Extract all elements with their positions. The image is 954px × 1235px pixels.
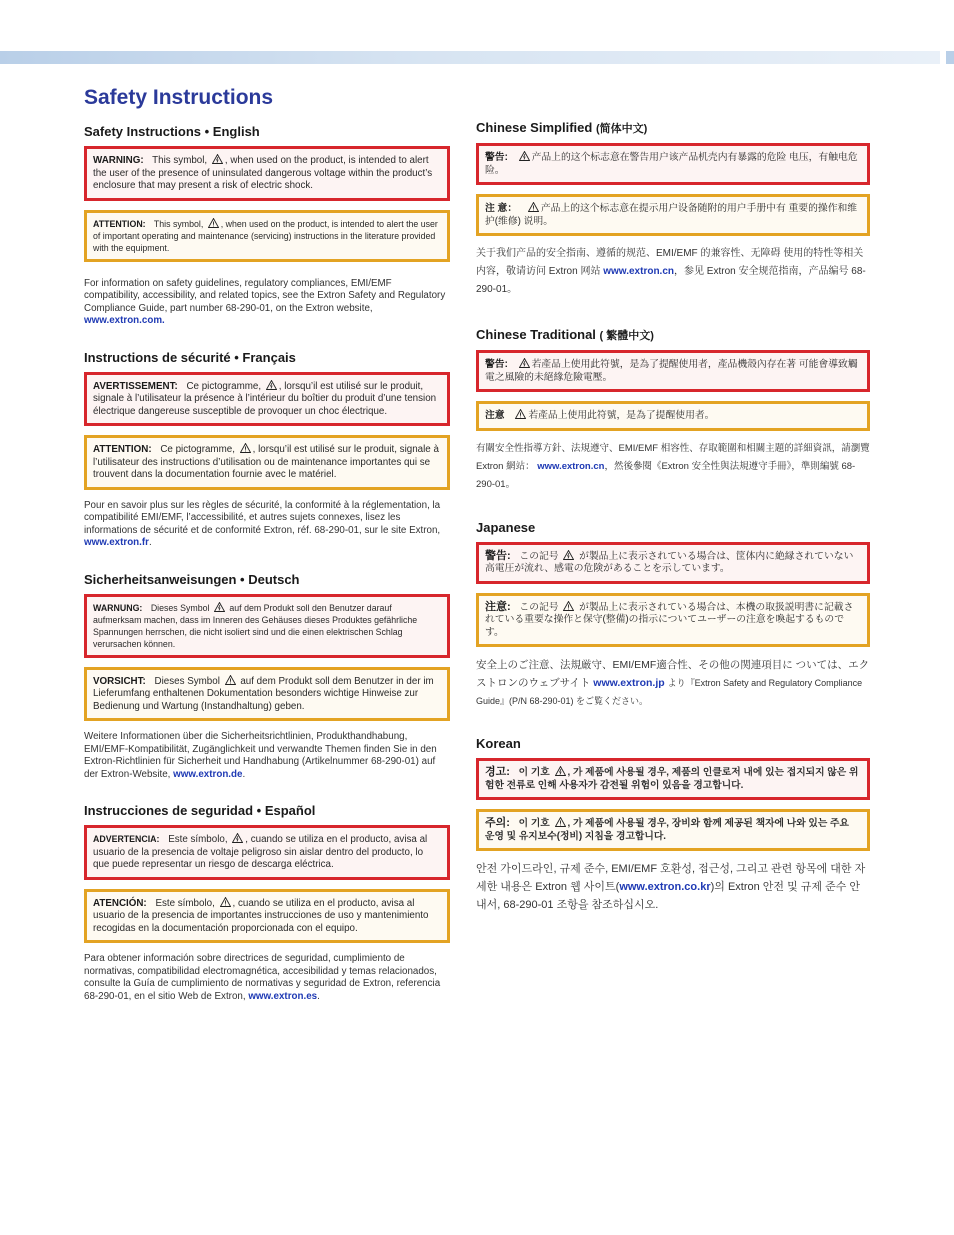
spanish-paragraph — [84, 953, 450, 1003]
attention-text-post: auf dem Produkt soll dem Benutzer in der im Lieferumfang enthaltenen Dokumentation besonders wichtige Hinweise zur Bedienung und Wartung (Instandhaltung) geben. — [93, 675, 434, 712]
heading-text: Chinese Traditional — [476, 327, 596, 342]
french-attention-box — [84, 435, 450, 490]
attention-label: 注意: — [485, 600, 511, 613]
japanese-paragraph — [476, 656, 870, 710]
chinese-simplified-warning-box — [476, 143, 870, 185]
korean-attention-box — [476, 809, 870, 851]
french-heading: Instructions de sécurité • Français — [84, 349, 296, 365]
korean-website-link[interactable]: www.extron.co.kr — [619, 881, 711, 893]
para-end: ，然後參閱《Extron 安全性與法規遵守手冊》，準則編號 68-290-01。 — [476, 460, 856, 490]
exclamation-triangle-icon — [563, 601, 574, 611]
english-heading: Safety Instructions • English — [84, 124, 260, 139]
warning-text: 若產品上使用此符號，是為了提醒使用者，產品機殼內存在著 可能會導致觸電之風險的未絕緣危險電壓。 — [485, 359, 858, 383]
chinese-traditional-attention-box — [476, 401, 870, 431]
attention-text: 产品上的这个标志意在提示用户设备随附的用户手册中有 重要的操作和维护(维修) 说明。 — [485, 203, 858, 227]
french-para-text: Pour en savoir plus sur les règles de sécurité, la conformité à la réglementation, la compatibilité EMI/EMF, l’accessibilité, et autres sujets connexes, lisez les informations de sécurité et de conformité Extron, réf. 68-290-01, sur le site Extron, — [84, 499, 441, 536]
attention-text-post: , 가 제품에 사용될 경우, 장비와 함께 제공된 책자에 나와 있는 주요 운영 및 유지보수(정비) 지침을 경고합니다. — [485, 818, 849, 842]
warning-label: ADVERTENCIA: — [93, 834, 160, 844]
german-paragraph — [84, 731, 450, 781]
attention-label: 주의: — [485, 817, 510, 829]
attention-text-pre: 이 기호 — [518, 818, 550, 829]
attention-text-pre: この記号 — [519, 601, 559, 613]
attention-label: ATENCIÓN: — [93, 897, 147, 909]
warning-text-post: , lorsqu’il est utilisé sur le produit, signale à l’utilisateur la présence à l’intérieur du boîtier du produit d’une tension électrique dangereuse susceptible de provoquer un choc électrique. — [93, 380, 437, 417]
english-warning-box — [84, 146, 450, 201]
lightning-triangle-icon — [214, 602, 225, 612]
french-warning-box — [84, 372, 450, 427]
heading-sub: (简体中文) — [595, 123, 648, 135]
spanish-para-end: . — [317, 990, 320, 1002]
right-column — [476, 120, 870, 936]
english-attention-box — [84, 210, 450, 262]
warning-label: 警告: — [485, 359, 508, 370]
attention-text-post: , lorsqu’il est utilisé sur le produit, signale à l’utilisateur des instructions d’utilisation ou de maintenance importantes qui se trouvent dans la documentation fournie avec le matériel. — [93, 444, 439, 480]
lightning-triangle-icon — [232, 833, 243, 843]
chinese-traditional-heading — [476, 327, 870, 343]
warning-text-pre: この記号 — [519, 550, 559, 562]
lightning-triangle-icon — [266, 380, 277, 390]
lightning-triangle-icon — [519, 151, 530, 161]
para-end: )의 Extron 안전 및 규제 준수 안내서, 68-290-01 조항을 참조하십시오. — [476, 881, 861, 911]
lightning-triangle-icon — [563, 550, 574, 560]
chinese-traditional-website-link[interactable]: www.extron.cn — [537, 460, 605, 472]
german-para-end: . — [242, 768, 246, 780]
warning-text-pre: This symbol, — [152, 155, 208, 166]
japanese-heading: Japanese — [476, 519, 536, 535]
attention-text-post: , cuando se utiliza en el producto, avisa al usuario de la presencia de importantes instrucciones de uso y mantenimiento recogidas en la documentación proporcionada con el equipo. — [93, 897, 429, 934]
left-column — [84, 124, 450, 1025]
spanish-warning-box — [84, 825, 450, 880]
korean-heading: Korean — [476, 736, 521, 751]
german-attention-box — [84, 667, 450, 722]
warning-label: WARNING: — [93, 155, 144, 166]
header-band — [0, 51, 940, 64]
english-website-link[interactable]: www.extron.com. — [84, 315, 165, 326]
lightning-triangle-icon — [555, 766, 566, 776]
attention-label: 注意 — [485, 410, 505, 421]
german-heading: Sicherheitsanweisungen • Deutsch — [84, 571, 300, 587]
french-para-end: . — [148, 537, 152, 548]
chinese-simplified-heading — [476, 120, 870, 136]
warning-text-pre: Este símbolo, — [168, 834, 228, 845]
english-paragraph — [84, 278, 450, 328]
exclamation-triangle-icon — [225, 675, 236, 685]
para-text: 안전 가이드라인, 규제 준수, EMI/EMF 호환성, 접근성, 그리고 관련 항목에 대한 자세한 내용은 Extron 웹 사이트( — [476, 863, 866, 893]
lightning-triangle-icon — [212, 154, 223, 164]
japanese-website-link[interactable]: www.extron.jp — [593, 677, 665, 689]
attention-text: 若產品上使用此符號，是為了提醒使用者。 — [528, 410, 715, 421]
para-end: ，参见 Extron 安全规范指南，产品编号 68-290-01。 — [476, 266, 866, 295]
japanese-attention-box — [476, 593, 870, 648]
para-text: 安全上のご注意、法規厳守、EMI/EMF適合性、その他の関連項目に ついては、エクストロンのウェブサイト — [476, 659, 870, 689]
warning-text-post: , cuando se utiliza en el producto, avisa al usuario de la presencia de voltaje peligroso sin aislar dentro del producto, lo que puede representar un riesgo de descarga eléctrica. — [93, 834, 428, 870]
english-para-text: For information on safety guidelines, regulatory compliances, EMI/EMF compatibility, accessibility, and related topics, see the Extron Safety and Regulatory Compliance Guide, part number 68-290-01, on the Extron website, — [84, 277, 446, 314]
attention-text-pre: This symbol, — [153, 218, 204, 229]
chinese-simplified-paragraph — [476, 245, 870, 299]
spanish-para-text: Para obtener información sobre directrices de seguridad, cumplimiento de normativas, compatibilidad electromagnética, accesibilidad y temas relacionados, consulte la Guía de cumplimiento de normativas y seguridad de Extron, referencia 68-290-01, en el sitio Web de Extron, — [84, 953, 441, 1002]
warning-text-post: が製品上に表示されている場合は、筐体内に絶縁されていない高電圧が流れ、感電の危険があることを示しています。 — [485, 550, 854, 574]
para-text: 有關安全性指導方針、法規遵守、EMI/EMF 相容性、存取範圍和相關主題的詳細資訊，請瀏覽 Extron 網站： — [476, 442, 870, 472]
german-para-text: Weitere Informationen über die Sicherheitsrichtlinien, Produkthandhabung, EMI/EMF-Kompatibilität, Zugänglichkeit und verwandte Themen finden Sie in den Extron-Richtlinien für Sicherheit und Handhabung (Artikelnummer 68-290-01) auf der Extron-Website, — [84, 731, 437, 780]
warning-text-pre: Dieses Symbol — [150, 602, 210, 613]
lightning-triangle-icon — [519, 358, 530, 368]
exclamation-triangle-icon — [220, 897, 231, 907]
warning-label: 警告: — [485, 152, 508, 163]
attention-label: 注 意： — [485, 203, 518, 214]
german-website-link[interactable]: www.extron.de — [173, 768, 243, 780]
attention-text-post: , when used on the product, is intended to alert the user of important operating and maintenance (servicing) instructions in the literature provided with the equipment. — [93, 218, 438, 253]
attention-text-pre: Este símbolo, — [155, 897, 215, 909]
warning-text-pre: Ce pictogramme, — [186, 380, 262, 392]
attention-label: ATTENTION: — [93, 218, 146, 229]
header-band-end — [946, 51, 954, 64]
warning-label: AVERTISSEMENT: — [93, 380, 178, 392]
warning-text: 产品上的这个标志意在警告用户该产品机壳内有暴露的危险 电压，有触电危险。 — [485, 152, 858, 176]
heading-text: Chinese Simplified — [476, 120, 593, 135]
exclamation-triangle-icon — [240, 443, 251, 453]
spanish-heading: Instrucciones de seguridad • Español — [84, 803, 316, 818]
french-website-link[interactable]: www.extron.fr — [84, 537, 149, 548]
warning-text-pre: 이 기호 — [518, 767, 550, 778]
attention-text-pre: Dieses Symbol — [154, 675, 220, 687]
exclamation-triangle-icon — [515, 409, 526, 419]
attention-label: ATTENTION: — [93, 444, 152, 455]
attention-text-pre: Ce pictogramme, — [160, 444, 235, 455]
exclamation-triangle-icon — [555, 817, 566, 827]
page-title: Safety Instructions — [84, 86, 274, 109]
heading-sub: ( 繁體中文) — [599, 330, 654, 342]
warning-label: WARNUNG: — [93, 602, 143, 613]
japanese-warning-box — [476, 542, 870, 584]
para-end: より『Extron Safety and Regulatory Compliance Guide』(P/N 68-290-01) をご覧ください。 — [476, 678, 863, 706]
french-paragraph — [84, 500, 450, 550]
spanish-website-link[interactable]: www.extron.es — [248, 990, 318, 1002]
chinese-simplified-website-link[interactable]: www.extron.cn — [603, 266, 675, 277]
attention-label: VORSICHT: — [93, 675, 146, 687]
exclamation-triangle-icon — [208, 218, 219, 228]
korean-warning-box — [476, 758, 870, 800]
chinese-simplified-attention-box — [476, 194, 870, 236]
exclamation-triangle-icon — [528, 202, 539, 212]
warning-label: 경고: — [485, 766, 510, 778]
warning-text-post: , 가 제품에 사용될 경우, 제품의 인클로저 내에 있는 접지되지 않은 위험한 전류로 인해 사용자가 감전될 위험이 있음을 경고합니다. — [485, 767, 859, 791]
para-text: 关于我们产品的安全指南、遵循的规范、EMI/EMF 的兼容性、无障碍 使用的特性等相关内容，敬请访问 Extron 网站 — [476, 248, 864, 277]
warning-text-post: auf dem Produkt soll den Benutzer darauf aufmerksam machen, dass im Inneren des Gehäuses dieses Produktes gefährliche Spannungen herrschen, die nicht isoliert sind und die einen elektrischen Schlag verursachen können. — [93, 602, 418, 649]
chinese-traditional-paragraph — [476, 440, 870, 494]
german-warning-box — [84, 594, 450, 658]
chinese-traditional-warning-box — [476, 350, 870, 392]
warning-label: 警告: — [485, 549, 511, 562]
attention-text-post: が製品上に表示されている場合は、本機の取扱説明書に記載されている重要な操作と保守(整備)の指示についてユーザーの注意を喚起するものです。 — [485, 601, 854, 638]
korean-paragraph — [476, 860, 870, 914]
warning-text-post: , when used on the product, is intended to alert the user of the presence of uninsulated dangerous voltage within the product’s enclosure that may present a risk of electric shock. — [93, 155, 433, 191]
spanish-attention-box — [84, 889, 450, 944]
